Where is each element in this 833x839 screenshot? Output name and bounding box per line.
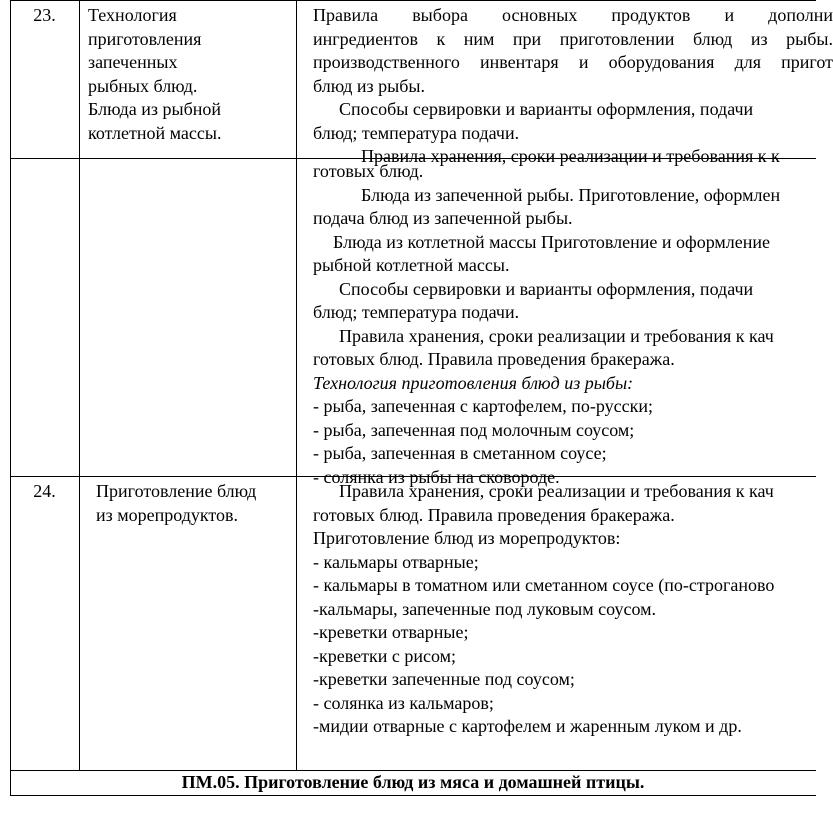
topic-line: запеченных [88, 52, 178, 72]
content-line: Способы сервировки и варианты оформления, подачи [339, 278, 754, 299]
row-24-topic [96, 480, 256, 527]
content-line: блюд; температура подачи. [313, 302, 520, 322]
content-line: Блюда из котлетной массы Приготовление и оформление [333, 231, 771, 252]
list-item: -креветки запеченные под соусом; [313, 669, 575, 689]
content-line: Способы сервировки и варианты оформления, подачи [339, 99, 754, 119]
column-divider-2 [296, 0, 297, 770]
list-item: - солянка из рыбы на сковороде. [313, 466, 560, 487]
list-item: -креветки с рисом; [313, 645, 457, 666]
row-24-content [313, 480, 774, 739]
topic-line: из морепродуктов. [96, 504, 239, 525]
content-line: блюд из рыбы. [313, 75, 425, 96]
table-border-left [10, 0, 11, 796]
row-23-content-part2 [313, 160, 780, 489]
content-line: рыбной котлетной массы. [313, 255, 510, 275]
content-line: блюд; температура подачи. [313, 122, 520, 143]
content-line-justified: ингредиентов к ним при приготовлении блюд из рыбы. [313, 28, 833, 49]
list-item: -мидии отварные с картофелем и жаренным луком и др. [313, 716, 742, 736]
content-line: Правила хранения, сроки реализации и требования к кач [339, 481, 774, 501]
topic-line: приготовления [88, 28, 202, 49]
table-border-top [10, 0, 816, 1]
content-line: Правила хранения, сроки реализации и требования к к [361, 146, 780, 166]
list-item: - кальмары в томатном или сметанном соусе (по-строганово [313, 575, 775, 595]
topic-line: Приготовление блюд [96, 481, 257, 501]
list-item: - рыба, запеченная под молочным соусом; [313, 419, 635, 440]
column-divider-1 [79, 0, 80, 770]
topic-line: котлетной массы. [88, 122, 222, 143]
list-item: - рыба, запеченная в сметанном соусе; [313, 443, 607, 463]
content-line: готовых блюд. [313, 161, 424, 181]
content-line-justified: производственного инвентаря и оборудования для пригот [313, 52, 833, 72]
content-line-justified: Правила выбора основных продуктов и дополни [313, 5, 833, 25]
topic-line: Блюда из рыбной [88, 99, 222, 119]
list-item: - рыба, запеченная с картофелем, по-русски; [313, 396, 653, 416]
content-line: готовых блюд. Правила проведения бракеража. [313, 504, 675, 525]
list-item: - кальмары отварные; [313, 551, 479, 572]
row-23-content-part1 [313, 4, 833, 169]
content-line: Блюда из запеченной рыбы. Приготовление, оформлен [361, 184, 781, 205]
section-title: ПМ.05. Приготовление блюд из мяса и домашней птицы. [181, 772, 645, 792]
list-item: -кальмары, запеченные под луковым соусом. [313, 598, 656, 619]
content-line: Правила хранения, сроки реализации и требования к кач [339, 325, 774, 346]
content-line: Приготовление блюд из морепродуктов: [313, 528, 621, 548]
content-line: готовых блюд. Правила проведения бракеража. [313, 349, 675, 369]
table-border-bottom [10, 795, 816, 796]
list-item: -креветки отварные; [313, 622, 469, 642]
topic-line: Технология [88, 5, 177, 25]
row-24-number: 24. [33, 481, 56, 501]
content-subheading: Технология приготовления блюд из рыбы: [313, 372, 634, 393]
content-line: подача блюд из запеченной рыбы. [313, 208, 573, 228]
topic-line: рыбных блюд. [88, 75, 198, 96]
row-23-number: 23. [33, 5, 56, 25]
list-item: - солянка из кальмаров; [313, 692, 494, 713]
row-23-topic [88, 4, 221, 145]
